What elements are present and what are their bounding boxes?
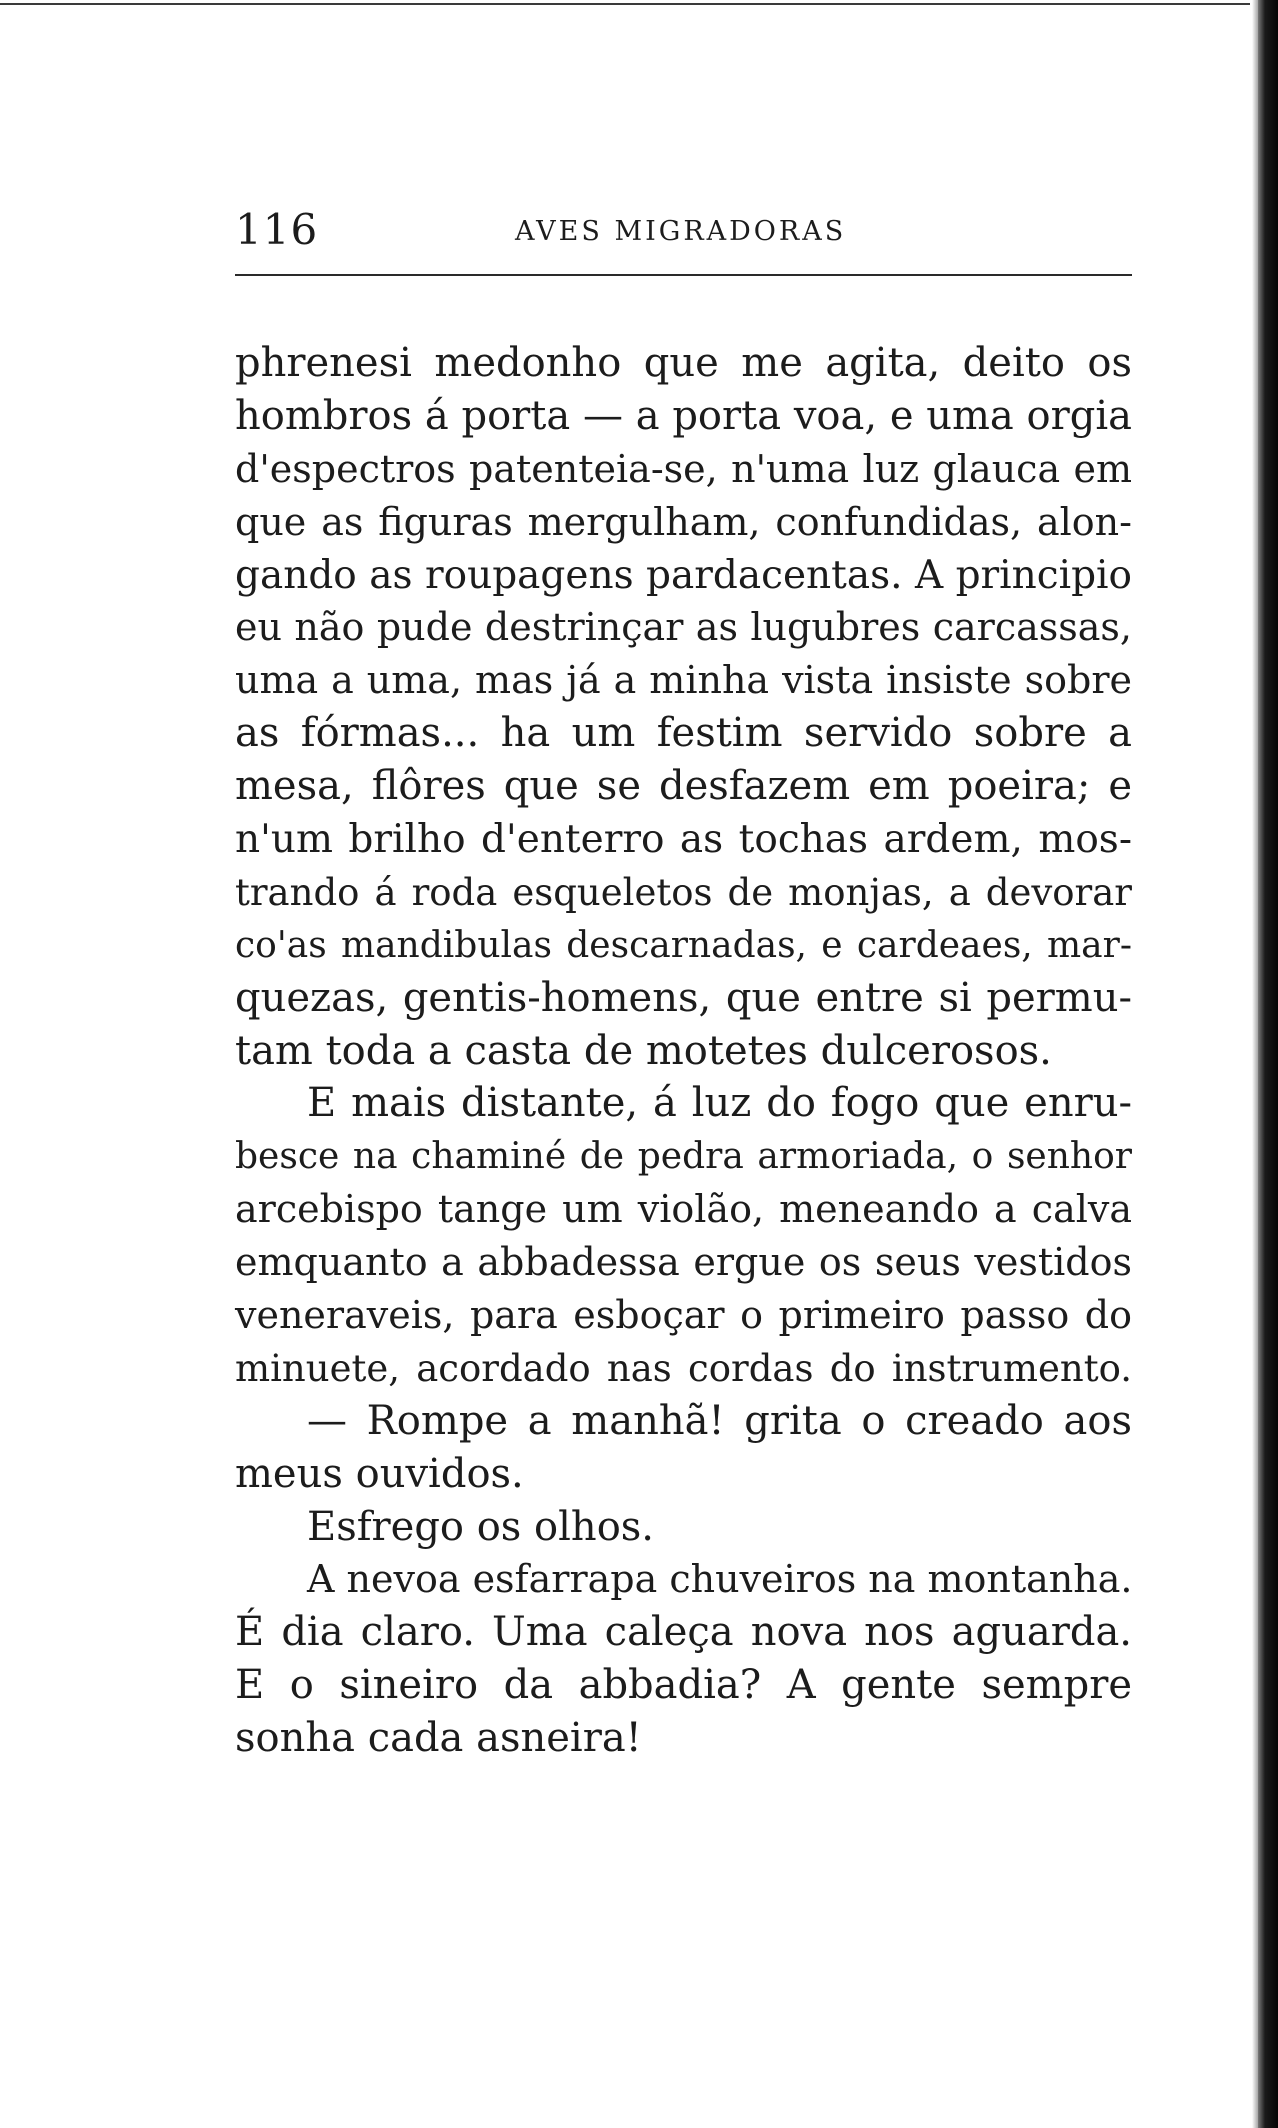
text-line: que as figuras mergulham, confundidas, alon- bbox=[235, 499, 1132, 544]
text-line: arcebispo tange um violão, meneando a calva bbox=[235, 1187, 1132, 1232]
text-line: hombros á porta — a porta voa, e uma orgia bbox=[235, 392, 1132, 439]
text-line: É dia claro. Uma caleça nova nos aguarda. bbox=[235, 1609, 1132, 1656]
book-spine-edge bbox=[1258, 0, 1278, 2128]
text-line: d'espectros patenteia-se, n'uma luz glauca em bbox=[235, 446, 1132, 491]
text-line: n'um brilho d'enterro as tochas ardem, mos- bbox=[235, 817, 1132, 863]
text-line: as fórmas... ha um festim servido sobre a bbox=[235, 710, 1132, 757]
text-line: mesa, flôres que se desfazem em poeira; e bbox=[235, 763, 1132, 810]
text-line: tam toda a casta de motetes dulcerosos. bbox=[235, 1027, 1052, 1074]
running-head bbox=[235, 200, 1140, 260]
text-line: emquanto a abbadessa ergue os seus vestidos bbox=[235, 1240, 1132, 1285]
text-line: — Rompe a manhã! grita o creado aos bbox=[307, 1397, 1132, 1444]
text-line: co'as mandibulas descarnadas, e cardeaes, mar- bbox=[235, 924, 1132, 966]
text-line: eu não pude destrinçar as lugubres carcassas, bbox=[235, 605, 1132, 650]
page-top-edge bbox=[0, 3, 1250, 5]
text-line: minuete, acordado nas cordas do instrumento. bbox=[235, 1346, 1132, 1390]
text-line: E o sineiro da abbadia? A gente sempre bbox=[235, 1662, 1132, 1709]
page-number: 116 bbox=[235, 205, 319, 254]
text-line: gando as roupagens pardacentas. A principio bbox=[235, 552, 1132, 598]
text-line: Esfrego os olhos. bbox=[307, 1503, 655, 1550]
text-line: trando á roda esqueletos de monjas, a devorar bbox=[235, 870, 1132, 914]
text-line: uma a uma, mas já a minha vista insiste sobre bbox=[235, 658, 1132, 703]
book-title: AVES MIGRADORAS bbox=[515, 216, 847, 247]
text-line: A nevoa esfarrapa chuveiros na montanha. bbox=[307, 1557, 1133, 1602]
text-line: phrenesi medonho que me agita, deito os bbox=[235, 340, 1132, 386]
text-line: quezas, gentis-homens, que entre si permu- bbox=[235, 974, 1132, 1021]
text-line: veneraveis, para esboçar o primeiro passo do bbox=[235, 1293, 1132, 1338]
body-text bbox=[235, 337, 1132, 1765]
text-line: E mais distante, á luz do fogo que enru- bbox=[307, 1080, 1132, 1127]
text-line: sonha cada asneira! bbox=[235, 1715, 642, 1762]
header-rule bbox=[235, 274, 1132, 276]
text-line: besce na chaminé de pedra armoriada, o senhor bbox=[235, 1136, 1132, 1178]
text-line: meus ouvidos. bbox=[235, 1450, 524, 1497]
